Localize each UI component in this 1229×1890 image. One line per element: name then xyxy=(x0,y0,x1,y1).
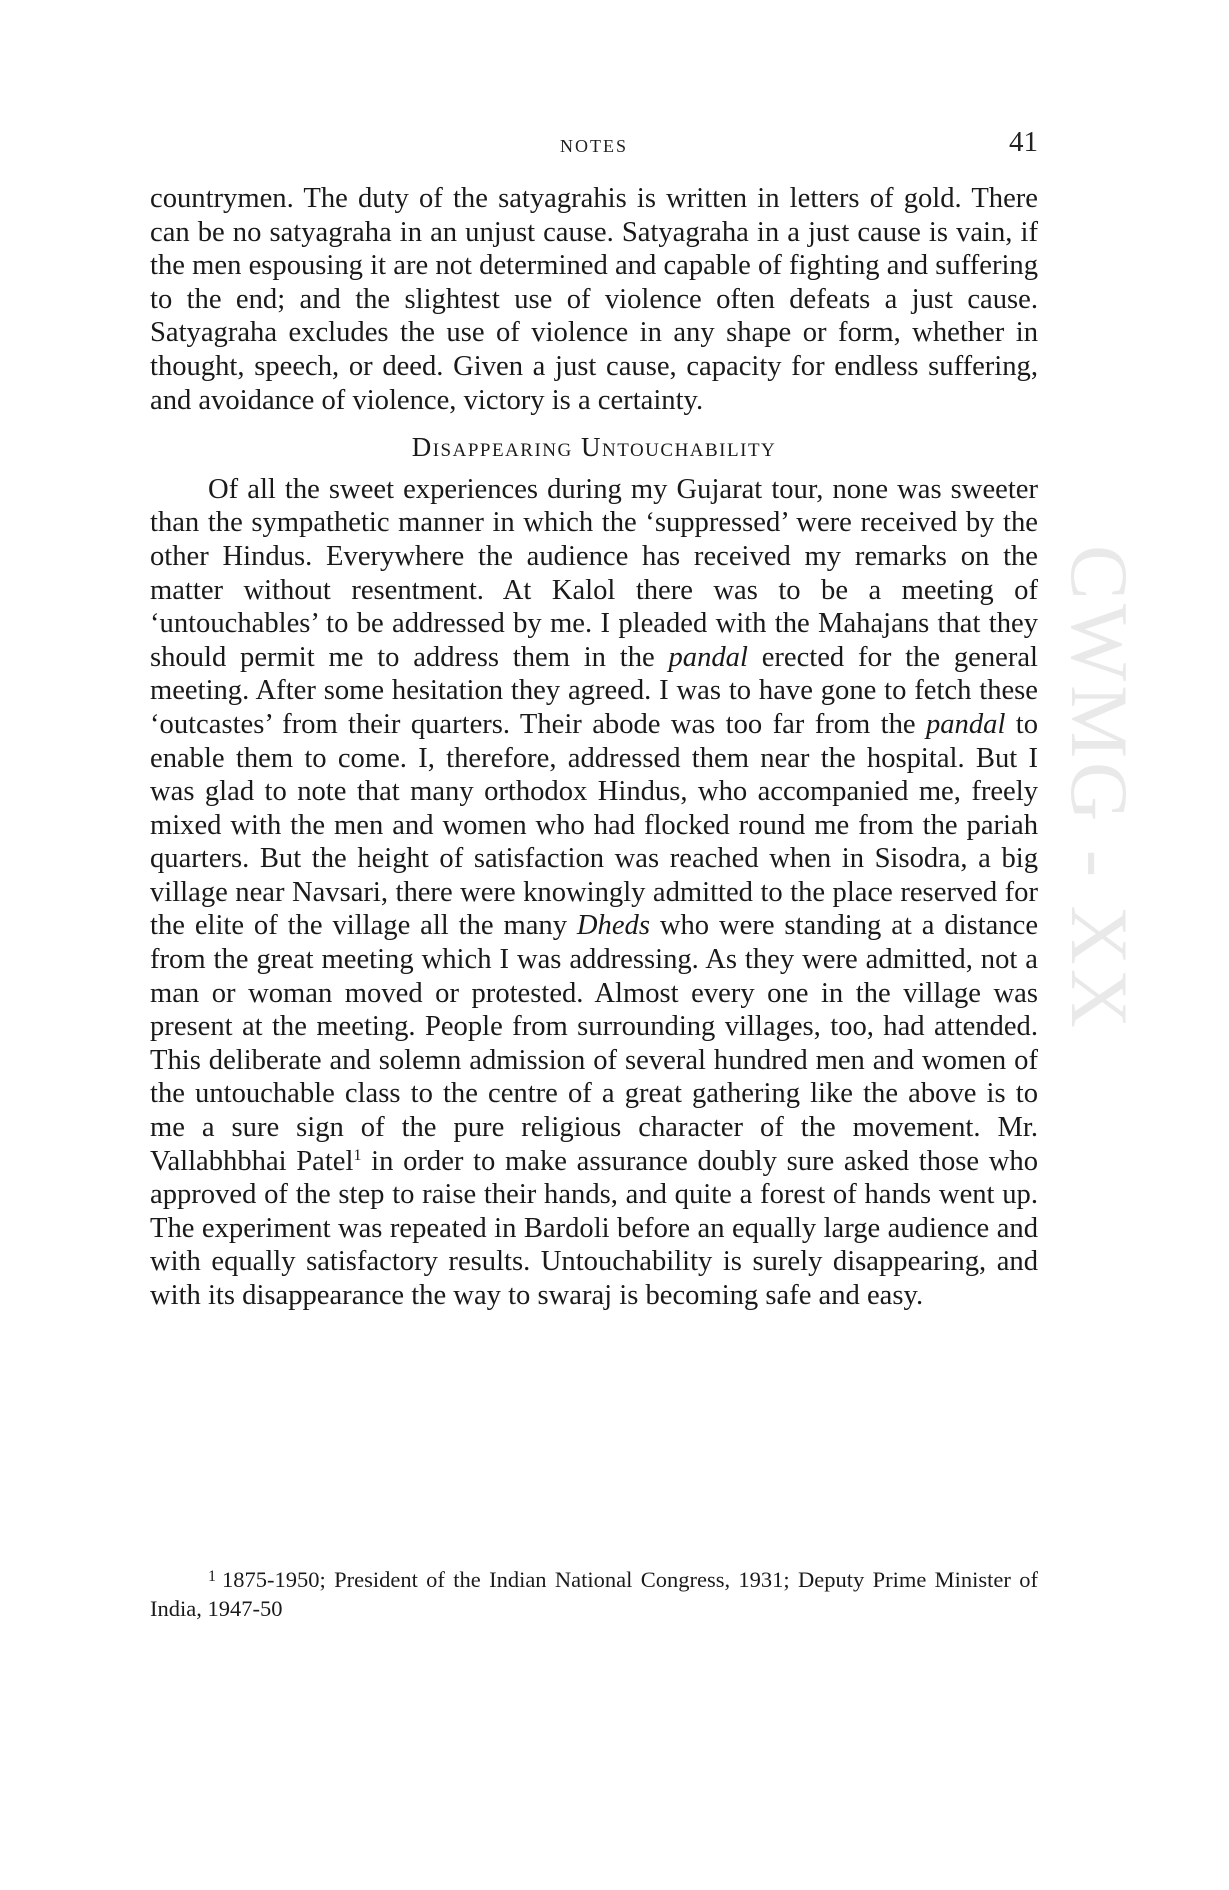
text-run: Of all the sweet experiences during my Gujarat tour, none was sweeter than the sympathetic manner in which the ‘suppressed’ were received by the other Hindus. Everywhere the audience has received my remarks on the matter without resentment. At Kalol there was to be a meeting of ‘untouchables’ to be addressed by me. I pleaded with the Mahajans that they should permit me to address them in the xyxy=(150,473,1038,673)
watermark-graphic xyxy=(1054,545,1145,1345)
footnote xyxy=(150,1565,1038,1623)
footnote-marker: 1 xyxy=(208,1568,216,1585)
footnote-reference[interactable]: 1 xyxy=(353,1146,362,1164)
footnote-text: 1875-1950; President of the Indian National Congress, 1931; Deputy Prime Minister of India, 1947-50 xyxy=(150,1567,1038,1621)
italic-term: pandal xyxy=(668,641,748,673)
text-run: to enable them to come. I, therefore, addressed them near the hospital. But I was glad to note that many orthodox Hindus, who accompanied me, freely mixed with the men and women who had flocked round me from the pariah quarters. But the height of satisfaction was reached when in Sisodra, a big village near Navsari, there were knowingly admitted to the place reserved for the elite of the village all the many xyxy=(150,708,1039,942)
footnote-paragraph xyxy=(150,1565,1038,1623)
watermark-text: CWMG - XX xyxy=(1054,545,1145,1032)
section-heading: Disappearing Untouchability xyxy=(411,432,777,463)
text-run: erected for the general meeting. After some hesitation they agreed. I was to have gone to fetch these ‘outcastes’ from their quarters. Their abode was too far from the xyxy=(150,641,1038,740)
italic-term: pandal xyxy=(925,708,1006,740)
watermark xyxy=(1054,545,1145,1345)
running-head: NOTES xyxy=(560,136,628,156)
page-header xyxy=(150,126,1038,166)
page-number: 41 xyxy=(1009,126,1038,158)
body-text xyxy=(150,182,1038,1313)
paragraph-continuation: countrymen. The duty of the satyagrahis is written in letters of gold. There can be no satyagraha in an unjust cause. Satyagraha in a just cause is vain, if the men espousing it are not determined and capable of fighting and suffering to the end; and the slightest use of violence often defeats a just cause. Satyagraha excludes the use of violence in any shape or form, whether in thought, speech, or deed. Given a just cause, capacity for endless suffering, and avoidance of violence, victory is a certainty. xyxy=(150,183,1038,416)
text-run: who were standing at a distance from the great meeting which I was addressing. As they were admitted, not a man or woman moved or protested. Almost every one in the village was present at the meeting. People from surrounding villages, too, had attended. This deliberate and solemn admission of several hundred men and women of the untouchable class to the centre of a great gathering like the above is to me a sure sign of the pure religious character of the movement. Mr. Vallabhbhai Patel xyxy=(150,910,1039,1177)
italic-term: Dheds xyxy=(576,910,650,942)
text-run: in order to make assurance doubly sure asked those who approved of the step to raise their hands, and quite a forest of hands went up. The experiment was repeated in Bardoli before an equally large audience and with equally satisfactory results. Untouchability is surely disappearing, and with its disappearance the way to swaraj is becoming safe and easy. xyxy=(150,1145,1039,1311)
paragraph-untouchability xyxy=(150,473,1038,1313)
